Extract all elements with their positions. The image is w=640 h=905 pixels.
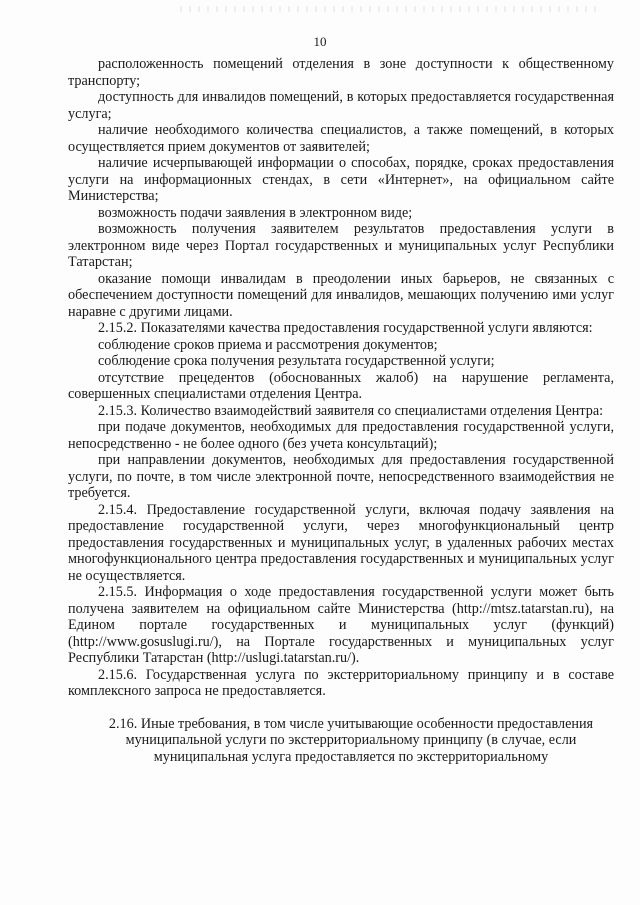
paragraph: наличие исчерпывающей информации о способах, порядке, сроках предоставления услуги на информационных стендах, в сети «Интернет», на официальном сайте Министерства; <box>68 155 614 204</box>
paragraph: соблюдение сроков приема и рассмотрения документов; <box>98 336 438 353</box>
paragraph: при направлении документов, необходимых для предоставления государственной услуги, по почте, в том числе электронной почте, непосредственного взаимодействия не требуется. <box>68 452 614 501</box>
document-body <box>68 56 614 765</box>
paragraph: возможность получения заявителем результатов предоставления услуги в электронном виде через Портал государственных и муниципальных услуг Республики Татарстан; <box>68 221 614 270</box>
paragraph: доступность для инвалидов помещений, в которых предоставляется государственная услуга; <box>68 89 614 122</box>
paragraph: возможность подачи заявления в электронном виде; <box>98 204 413 221</box>
scan-artifact <box>180 6 600 12</box>
paragraph: отсутствие прецедентов (обоснованных жалоб) на нарушение регламента, совершенных специалистами отделения Центра. <box>68 369 614 402</box>
page-number: 10 <box>313 34 327 49</box>
paragraph: оказание помощи инвалидам в преодолении иных барьеров, не связанных с обеспечением доступности помещений для инвалидов, мешающих получению ими услуг наравне с другими лицами. <box>68 270 614 320</box>
paragraph: 2.15.3. Количество взаимодействий заявителя со специалистами отделения Центра: <box>98 402 604 419</box>
paragraph: расположенность помещений отделения в зоне доступности к общественному транспорту; <box>68 56 614 89</box>
paragraph: 2.15.2. Показателями качества предоставления государственной услуги являются: <box>98 320 593 336</box>
paragraph: при подаче документов, необходимых для предоставления государственной услуги, непосредственно - не более одного (без учета консультаций); <box>68 419 614 452</box>
paragraph: соблюдение срока получения результата государственной услуги; <box>98 353 495 369</box>
paragraph: 2.15.5. Информация о ходе предоставления государственной услуги может быть получена заявителем на официальном сайте Министерства (http://mtsz.tatarstan.ru), на Едином портале государственных и муниципальных услуг (функций) (http://www.gosuslugi.ru/), на Портале государственных и муниципальных услуг Республики Татарстан (http://uslugi.tatarstan.ru/). <box>68 584 614 666</box>
paragraph: 2.15.4. Предоставление государственной услуги, включая подачу заявления на предоставление государственной услуги, через многофункциональный центр предоставления государственных и муниципальных услуг, в удаленных рабочих местах многофункционального центра предоставления государственных и муниципальных услуг не осуществляется. <box>68 501 614 584</box>
paragraph: наличие необходимого количества специалистов, а также помещений, в которых осуществляется прием документов от заявителей; <box>68 122 614 155</box>
paragraph: 2.15.6. Государственная услуга по экстерриториальному принципу и в составе комплексного запроса не предоставляется. <box>68 666 614 699</box>
section-heading: 2.16. Иные требования, в том числе учитывающие особенности предоставления муниципальной услуги по экстерриториальному принципу (в случае, если муниципальная услуга предоставляется по экстерриториальному <box>108 715 594 765</box>
